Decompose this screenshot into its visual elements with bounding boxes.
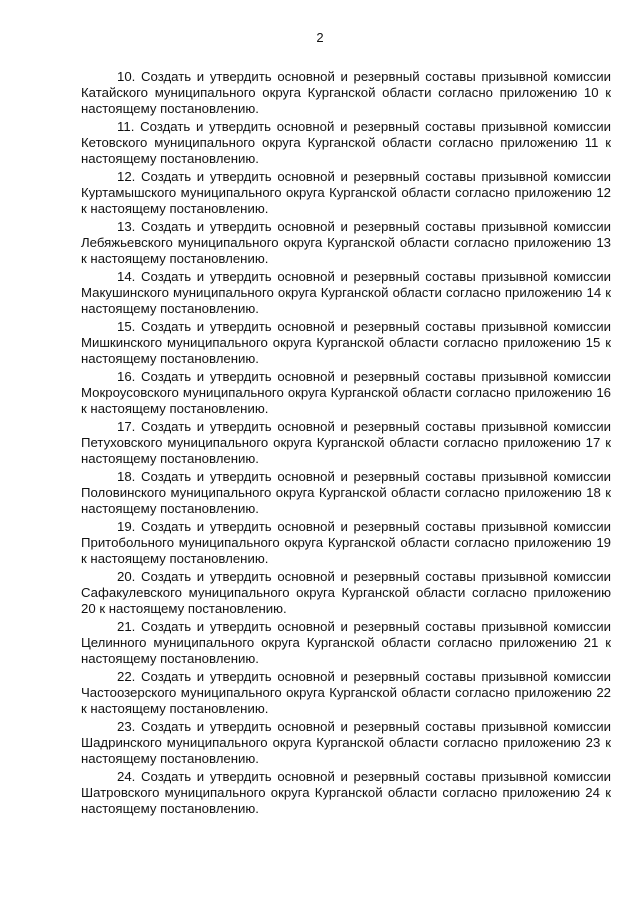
paragraph-19: 19. Создать и утвердить основной и резервный составы призывной комиссии Притобольного муниципального округа Курганской области согласно приложению 19 к настоящему постановлению. <box>81 519 611 566</box>
paragraph-13: 13. Создать и утвердить основной и резервный составы призывной комиссии Лебяжьевского муниципального округа Курганской области согласно приложению 13 к настоящему постановлению. <box>81 219 611 266</box>
paragraph-11: 11. Создать и утвердить основной и резервный составы призывной комиссии Кетовского муниципального округа Курганской области согласно приложению 11 к настоящему постановлению. <box>81 119 611 166</box>
paragraph-21: 21. Создать и утвердить основной и резервный составы призывной комиссии Целинного муниципального округа Курганской области согласно приложению 21 к настоящему постановлению. <box>81 619 611 666</box>
paragraph-10: 10. Создать и утвердить основной и резервный составы призывной комиссии Катайского муниципального округа Курганской области согласно приложению 10 к настоящему постановлению. <box>81 69 611 116</box>
paragraph-18: 18. Создать и утвердить основной и резервный составы призывной комиссии Половинского муниципального округа Курганской области согласно приложению 18 к настоящему постановлению. <box>81 469 611 516</box>
paragraph-12: 12. Создать и утвердить основной и резервный составы призывной комиссии Куртамышского муниципального округа Курганской области согласно приложению 12 к настоящему постановлению. <box>81 169 611 216</box>
paragraph-16: 16. Создать и утвердить основной и резервный составы призывной комиссии Мокроусовского муниципального округа Курганской области согласно приложению 16 к настоящему постановлению. <box>81 369 611 416</box>
paragraph-23: 23. Создать и утвердить основной и резервный составы призывной комиссии Шадринского муниципального округа Курганской области согласно приложению 23 к настоящему постановлению. <box>81 719 611 766</box>
paragraph-15: 15. Создать и утвердить основной и резервный составы призывной комиссии Мишкинского муниципального округа Курганской области согласно приложению 15 к настоящему постановлению. <box>81 319 611 366</box>
page-number: 2 <box>316 30 324 45</box>
paragraph-24: 24. Создать и утвердить основной и резервный составы призывной комиссии Шатровского муниципального округа Курганской области согласно приложению 24 к настоящему постановлению. <box>81 769 611 816</box>
paragraph-14: 14. Создать и утвердить основной и резервный составы призывной комиссии Макушинского муниципального округа Курганской области согласно приложению 14 к настоящему постановлению. <box>81 269 611 316</box>
document-body <box>81 69 611 819</box>
paragraph-17: 17. Создать и утвердить основной и резервный составы призывной комиссии Петуховского муниципального округа Курганской области согласно приложению 17 к настоящему постановлению. <box>81 419 611 466</box>
paragraph-20: 20. Создать и утвердить основной и резервный составы призывной комиссии Сафакулевского муниципального округа Курганской области согласно приложению 20 к настоящему постановлению. <box>81 569 611 616</box>
paragraph-22: 22. Создать и утвердить основной и резервный составы призывной комиссии Частоозерского муниципального округа Курганской области согласно приложению 22 к настоящему постановлению. <box>81 669 611 716</box>
